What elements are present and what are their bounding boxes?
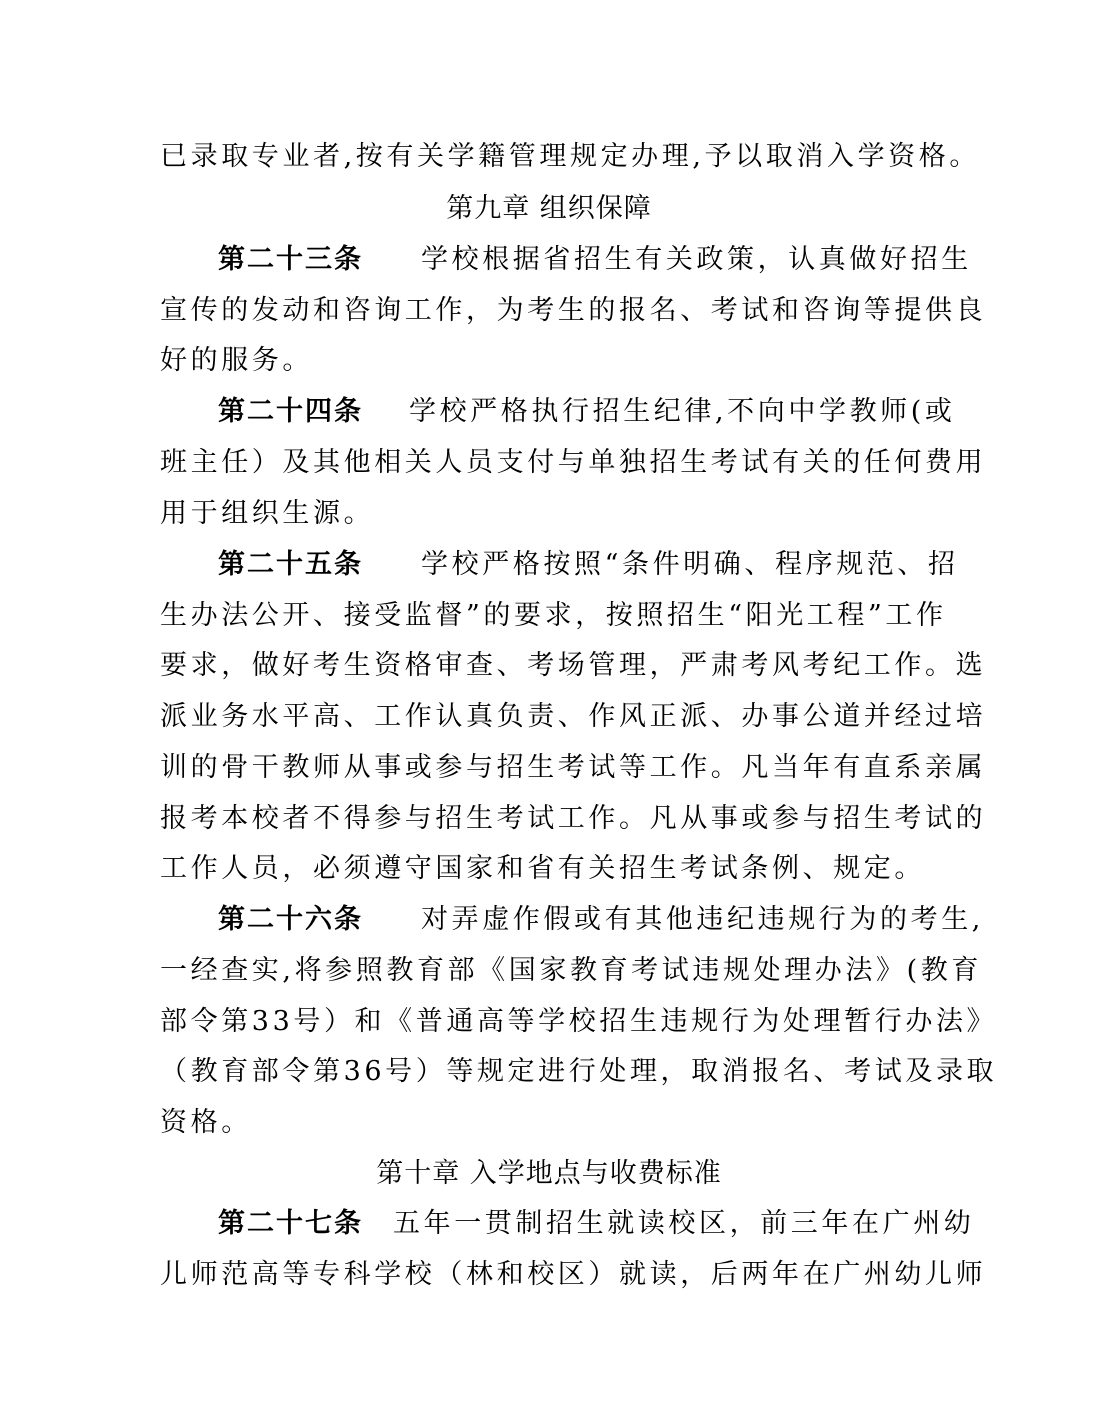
article-24-first-line bbox=[218, 392, 1008, 432]
paragraph-line: 派业务水平高、工作认真负责、作风正派、办事公道并经过培 bbox=[160, 701, 987, 732]
paragraph-line: 好的服务。 bbox=[160, 345, 313, 376]
paragraph-line: 资格。 bbox=[160, 1107, 252, 1138]
paragraph-line: 儿师范高等专科学校（林和校区）就读，后两年在广州幼儿师 bbox=[160, 1259, 987, 1290]
article-27-first-line bbox=[218, 1204, 1008, 1244]
article-23-first-line bbox=[218, 240, 1008, 280]
article-label: 第二十七条 bbox=[218, 1208, 363, 1239]
article-text: 学校严格执行招生纪律,不向中学教师(或 bbox=[409, 396, 956, 427]
paragraph-line: 训的骨干教师从事或参与招生考试等工作。凡当年有直系亲属 bbox=[160, 752, 987, 783]
chapter-heading-10: 第十章 入学地点与收费标准 bbox=[376, 1158, 722, 1189]
paragraph-line: 已录取专业者,按有关学籍管理规定办理,予以取消入学资格。 bbox=[160, 141, 980, 172]
article-label: 第二十三条 bbox=[218, 244, 363, 275]
paragraph-line: 工作人员，必须遵守国家和省有关招生考试条例、规定。 bbox=[160, 853, 925, 884]
article-26-first-line bbox=[218, 900, 1008, 940]
paragraph-line: 一经查实,将参照教育部《国家教育考试违规处理办法》(教育 bbox=[160, 955, 982, 986]
article-label: 第二十六条 bbox=[218, 904, 363, 935]
paragraph-line: 班主任）及其他相关人员支付与单独招生考试有关的任何费用 bbox=[160, 447, 987, 478]
article-text: 五年一贯制招生就读校区，前三年在广州幼 bbox=[393, 1208, 975, 1239]
article-text: 学校根据省招生有关政策，认真做好招生 bbox=[421, 244, 972, 275]
paragraph-line: （教育部令第36号）等规定进行处理，取消报名、考试及录取 bbox=[160, 1056, 998, 1087]
paragraph-line: 报考本校者不得参与招生考试工作。凡从事或参与招生考试的 bbox=[160, 803, 987, 834]
article-text: 学校严格按照“条件明确、程序规范、招 bbox=[421, 549, 959, 580]
paragraph-line: 用于组织生源。 bbox=[160, 498, 375, 529]
paragraph-line: 生办法公开、接受监督”的要求，按照招生“阳光工程”工作 bbox=[160, 600, 947, 631]
article-text: 对弄虚作假或有其他违纪违规行为的考生, bbox=[421, 904, 984, 935]
article-label: 第二十五条 bbox=[218, 549, 363, 580]
paragraph-line: 部令第33号）和《普通高等学校招生违规行为处理暂行办法》 bbox=[160, 1006, 998, 1037]
article-label: 第二十四条 bbox=[218, 396, 363, 427]
article-25-first-line bbox=[218, 545, 1008, 585]
paragraph-line: 宣传的发动和咨询工作，为考生的报名、考试和咨询等提供良 bbox=[160, 295, 987, 326]
paragraph-line: 要求，做好考生资格审查、考场管理，严肃考风考纪工作。选 bbox=[160, 650, 987, 681]
chapter-heading-9: 第九章 组织保障 bbox=[446, 193, 652, 224]
